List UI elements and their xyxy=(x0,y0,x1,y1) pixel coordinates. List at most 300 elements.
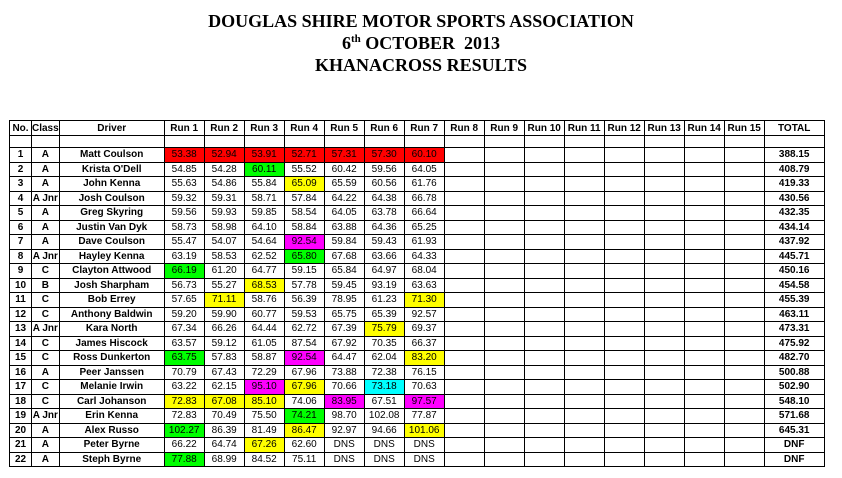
class-cell: C xyxy=(32,264,60,279)
column-header-run-3: Run 3 xyxy=(244,121,284,136)
run-4-cell: 74.06 xyxy=(284,394,324,409)
run-15-cell xyxy=(724,322,764,337)
run-4-cell: 62.60 xyxy=(284,438,324,453)
run-8-cell xyxy=(444,249,484,264)
run-8-cell xyxy=(444,409,484,424)
run-9-cell xyxy=(484,394,524,409)
run-13-cell xyxy=(644,452,684,467)
spacer-cell xyxy=(284,136,324,148)
run-5-cell: DNS xyxy=(324,438,364,453)
run-11-cell xyxy=(564,438,604,453)
total-time-cell: 548.10 xyxy=(764,394,824,409)
run-9-cell xyxy=(484,365,524,380)
run-6-cell: 64.97 xyxy=(364,264,404,279)
run-9-cell xyxy=(484,409,524,424)
table-row xyxy=(10,235,825,250)
run-15-cell xyxy=(724,351,764,366)
total-time-cell: DNF xyxy=(764,438,824,453)
run-11-cell xyxy=(564,249,604,264)
column-header-run-8: Run 8 xyxy=(444,121,484,136)
driver-name-cell: Clayton Attwood xyxy=(59,264,164,279)
run-1-cell: 66.22 xyxy=(164,438,204,453)
run-5-cell: 73.88 xyxy=(324,365,364,380)
driver-name-cell: Josh Coulson xyxy=(59,191,164,206)
run-3-cell: 54.64 xyxy=(244,235,284,250)
run-1-cell: 70.79 xyxy=(164,365,204,380)
driver-name-cell: Melanie Irwin xyxy=(59,380,164,395)
spacer-cell xyxy=(564,136,604,148)
run-1-cell: 59.32 xyxy=(164,191,204,206)
table-row xyxy=(10,322,825,337)
table-row xyxy=(10,148,825,163)
run-5-cell: 70.66 xyxy=(324,380,364,395)
run-14-cell xyxy=(684,148,724,163)
run-1-cell: 55.47 xyxy=(164,235,204,250)
run-7-cell: 70.63 xyxy=(404,380,444,395)
run-11-cell xyxy=(564,148,604,163)
run-13-cell xyxy=(644,278,684,293)
run-5-cell: 65.59 xyxy=(324,177,364,192)
table-row xyxy=(10,351,825,366)
run-9-cell xyxy=(484,206,524,221)
run-12-cell xyxy=(604,264,644,279)
column-header-run-1: Run 1 xyxy=(164,121,204,136)
run-5-cell: 64.47 xyxy=(324,351,364,366)
run-5-cell: 92.97 xyxy=(324,423,364,438)
run-11-cell xyxy=(564,423,604,438)
run-8-cell xyxy=(444,162,484,177)
driver-name-cell: Steph Byrne xyxy=(59,452,164,467)
class-cell: A xyxy=(32,220,60,235)
driver-name-cell: Bob Errey xyxy=(59,293,164,308)
event-date-day: 6 xyxy=(342,33,351,53)
run-11-cell xyxy=(564,162,604,177)
run-4-cell: 57.78 xyxy=(284,278,324,293)
total-time-cell: 475.92 xyxy=(764,336,824,351)
class-cell: A Jnr xyxy=(32,192,58,204)
class-cell: A xyxy=(32,452,60,467)
run-12-cell xyxy=(604,307,644,322)
run-13-cell xyxy=(644,322,684,337)
spacer-cell xyxy=(32,136,60,148)
table-row xyxy=(10,278,825,293)
run-13-cell xyxy=(644,235,684,250)
driver-name-cell: Krista O'Dell xyxy=(59,162,164,177)
run-7-cell: 66.78 xyxy=(404,191,444,206)
run-15-cell xyxy=(724,409,764,424)
run-6-cell: 73.18 xyxy=(364,380,404,395)
entry-number-cell: 7 xyxy=(10,235,32,250)
run-5-cell: 67.39 xyxy=(324,322,364,337)
run-2-cell: 59.90 xyxy=(204,307,244,322)
column-header-run-2: Run 2 xyxy=(204,121,244,136)
run-13-cell xyxy=(644,307,684,322)
spacer-row xyxy=(10,136,825,148)
class-cell: C xyxy=(32,380,60,395)
run-7-cell: 63.63 xyxy=(404,278,444,293)
run-7-cell: DNS xyxy=(404,452,444,467)
run-14-cell xyxy=(684,394,724,409)
run-3-cell: 95.10 xyxy=(244,380,284,395)
total-time-cell: 432.35 xyxy=(764,206,824,221)
run-10-cell xyxy=(524,423,564,438)
run-6-cell: 65.39 xyxy=(364,307,404,322)
run-7-cell: 68.04 xyxy=(404,264,444,279)
run-14-cell xyxy=(684,235,724,250)
event-date xyxy=(0,32,842,54)
run-5-cell: 83.95 xyxy=(324,394,364,409)
entry-number-cell: 3 xyxy=(10,177,32,192)
run-10-cell xyxy=(524,452,564,467)
run-7-cell: 101.06 xyxy=(404,423,444,438)
spacer-cell xyxy=(524,136,564,148)
run-6-cell: 64.36 xyxy=(364,220,404,235)
class-cell: A Jnr xyxy=(32,323,58,335)
run-10-cell xyxy=(524,235,564,250)
run-2-cell: 52.94 xyxy=(204,148,244,163)
run-13-cell xyxy=(644,264,684,279)
run-10-cell xyxy=(524,249,564,264)
run-8-cell xyxy=(444,191,484,206)
spacer-cell xyxy=(404,136,444,148)
run-6-cell: 102.08 xyxy=(364,409,404,424)
run-5-cell: 57.31 xyxy=(324,148,364,163)
run-4-cell: 92.54 xyxy=(284,235,324,250)
total-time-cell: 454.58 xyxy=(764,278,824,293)
run-9-cell xyxy=(484,351,524,366)
run-10-cell xyxy=(524,220,564,235)
column-header-class: Class xyxy=(32,122,59,134)
run-11-cell xyxy=(564,177,604,192)
run-4-cell: 67.96 xyxy=(284,365,324,380)
run-12-cell xyxy=(604,351,644,366)
run-5-cell: DNS xyxy=(324,452,364,467)
run-1-cell: 58.73 xyxy=(164,220,204,235)
run-9-cell xyxy=(484,191,524,206)
run-7-cell: 92.57 xyxy=(404,307,444,322)
run-13-cell xyxy=(644,394,684,409)
run-10-cell xyxy=(524,438,564,453)
run-11-cell xyxy=(564,322,604,337)
driver-name-cell: Matt Coulson xyxy=(59,148,164,163)
run-3-cell: 68.53 xyxy=(244,278,284,293)
run-14-cell xyxy=(684,177,724,192)
run-15-cell xyxy=(724,148,764,163)
spacer-cell xyxy=(724,136,764,148)
run-8-cell xyxy=(444,423,484,438)
run-4-cell: 59.15 xyxy=(284,264,324,279)
run-15-cell xyxy=(724,235,764,250)
run-3-cell: 64.44 xyxy=(244,322,284,337)
run-15-cell xyxy=(724,293,764,308)
driver-name-cell: Hayley Kenna xyxy=(59,249,164,264)
run-1-cell: 63.22 xyxy=(164,380,204,395)
run-1-cell: 102.27 xyxy=(164,423,204,438)
run-2-cell: 86.39 xyxy=(204,423,244,438)
run-8-cell xyxy=(444,394,484,409)
run-8-cell xyxy=(444,452,484,467)
run-14-cell xyxy=(684,380,724,395)
run-11-cell xyxy=(564,409,604,424)
class-cell: C xyxy=(32,336,60,351)
spacer-cell xyxy=(59,136,164,148)
run-5-cell: 65.84 xyxy=(324,264,364,279)
run-11-cell xyxy=(564,264,604,279)
run-10-cell xyxy=(524,307,564,322)
run-9-cell xyxy=(484,423,524,438)
run-1-cell: 66.19 xyxy=(164,264,204,279)
run-5-cell: 65.75 xyxy=(324,307,364,322)
run-14-cell xyxy=(684,191,724,206)
run-4-cell: 62.72 xyxy=(284,322,324,337)
driver-name-cell: Alex Russo xyxy=(59,423,164,438)
entry-number-cell: 20 xyxy=(10,423,32,438)
header-row xyxy=(10,121,825,136)
table-row xyxy=(10,162,825,177)
run-2-cell: 54.28 xyxy=(204,162,244,177)
run-8-cell xyxy=(444,380,484,395)
column-header-driver: Driver xyxy=(59,121,164,136)
run-6-cell: 94.66 xyxy=(364,423,404,438)
run-15-cell xyxy=(724,336,764,351)
run-7-cell: 83.20 xyxy=(404,351,444,366)
run-9-cell xyxy=(484,438,524,453)
run-5-cell: 64.05 xyxy=(324,206,364,221)
run-3-cell: 64.77 xyxy=(244,264,284,279)
run-3-cell: 62.52 xyxy=(244,249,284,264)
class-cell: A xyxy=(32,365,60,380)
run-9-cell xyxy=(484,162,524,177)
table-row xyxy=(10,307,825,322)
run-10-cell xyxy=(524,336,564,351)
run-13-cell xyxy=(644,249,684,264)
run-5-cell: 60.42 xyxy=(324,162,364,177)
run-10-cell xyxy=(524,191,564,206)
total-time-cell: 645.31 xyxy=(764,423,824,438)
run-8-cell xyxy=(444,177,484,192)
run-2-cell: 67.43 xyxy=(204,365,244,380)
run-2-cell: 61.20 xyxy=(204,264,244,279)
run-4-cell: 58.54 xyxy=(284,206,324,221)
run-10-cell xyxy=(524,148,564,163)
run-8-cell xyxy=(444,307,484,322)
run-2-cell: 62.15 xyxy=(204,380,244,395)
run-4-cell: 56.39 xyxy=(284,293,324,308)
run-2-cell: 64.74 xyxy=(204,438,244,453)
run-9-cell xyxy=(484,307,524,322)
run-12-cell xyxy=(604,148,644,163)
run-2-cell: 71.11 xyxy=(204,293,244,308)
run-6-cell: 72.38 xyxy=(364,365,404,380)
run-6-cell: 59.56 xyxy=(364,162,404,177)
results-table xyxy=(9,120,825,467)
run-10-cell xyxy=(524,162,564,177)
run-12-cell xyxy=(604,322,644,337)
run-2-cell: 57.83 xyxy=(204,351,244,366)
run-2-cell: 59.93 xyxy=(204,206,244,221)
total-time-cell: 408.79 xyxy=(764,162,824,177)
total-time-cell: DNF xyxy=(764,452,824,467)
run-10-cell xyxy=(524,264,564,279)
spacer-cell xyxy=(164,136,204,148)
column-header-no: No. xyxy=(10,121,32,136)
run-3-cell: 61.05 xyxy=(244,336,284,351)
run-13-cell xyxy=(644,177,684,192)
run-14-cell xyxy=(684,264,724,279)
run-2-cell: 59.12 xyxy=(204,336,244,351)
run-9-cell xyxy=(484,322,524,337)
entry-number-cell: 17 xyxy=(10,380,32,395)
run-11-cell xyxy=(564,351,604,366)
run-14-cell xyxy=(684,409,724,424)
entry-number-cell: 5 xyxy=(10,206,32,221)
driver-name-cell: John Kenna xyxy=(59,177,164,192)
run-1-cell: 72.83 xyxy=(164,409,204,424)
total-time-cell: 419.33 xyxy=(764,177,824,192)
run-3-cell: 60.77 xyxy=(244,307,284,322)
run-11-cell xyxy=(564,191,604,206)
run-5-cell: 64.22 xyxy=(324,191,364,206)
run-6-cell: 62.04 xyxy=(364,351,404,366)
run-2-cell: 54.86 xyxy=(204,177,244,192)
run-11-cell xyxy=(564,336,604,351)
run-10-cell xyxy=(524,206,564,221)
run-5-cell: 78.95 xyxy=(324,293,364,308)
run-14-cell xyxy=(684,322,724,337)
run-1-cell: 63.75 xyxy=(164,351,204,366)
run-3-cell: 59.85 xyxy=(244,206,284,221)
run-12-cell xyxy=(604,206,644,221)
run-13-cell xyxy=(644,380,684,395)
run-12-cell xyxy=(604,336,644,351)
column-header-run-15: Run 15 xyxy=(724,121,764,136)
run-9-cell xyxy=(484,220,524,235)
total-time-cell: 473.31 xyxy=(764,322,824,337)
run-14-cell xyxy=(684,278,724,293)
run-14-cell xyxy=(684,220,724,235)
run-1-cell: 57.65 xyxy=(164,293,204,308)
run-7-cell: 61.93 xyxy=(404,235,444,250)
class-cell: C xyxy=(32,394,60,409)
total-time-cell: 455.39 xyxy=(764,293,824,308)
table-row xyxy=(10,220,825,235)
table-row xyxy=(10,452,825,467)
entry-number-cell: 10 xyxy=(10,278,32,293)
run-12-cell xyxy=(604,423,644,438)
run-10-cell xyxy=(524,278,564,293)
run-13-cell xyxy=(644,191,684,206)
run-14-cell xyxy=(684,351,724,366)
run-4-cell: 87.54 xyxy=(284,336,324,351)
run-10-cell xyxy=(524,177,564,192)
entry-number-cell: 19 xyxy=(10,409,32,424)
run-2-cell: 54.07 xyxy=(204,235,244,250)
run-7-cell: 64.33 xyxy=(404,249,444,264)
run-5-cell: 67.92 xyxy=(324,336,364,351)
run-15-cell xyxy=(724,452,764,467)
table-row xyxy=(10,365,825,380)
run-3-cell: 58.76 xyxy=(244,293,284,308)
spacer-cell xyxy=(364,136,404,148)
entry-number-cell: 11 xyxy=(10,293,32,308)
run-11-cell xyxy=(564,235,604,250)
run-4-cell: 65.80 xyxy=(284,249,324,264)
run-3-cell: 53.91 xyxy=(244,148,284,163)
run-3-cell: 85.10 xyxy=(244,394,284,409)
run-13-cell xyxy=(644,206,684,221)
run-9-cell xyxy=(484,293,524,308)
run-11-cell xyxy=(564,452,604,467)
driver-name-cell: Justin Van Dyk xyxy=(59,220,164,235)
run-4-cell: 58.84 xyxy=(284,220,324,235)
run-4-cell: 74.21 xyxy=(284,409,324,424)
run-1-cell: 54.85 xyxy=(164,162,204,177)
run-15-cell xyxy=(724,365,764,380)
spacer-cell xyxy=(644,136,684,148)
driver-name-cell: Erin Kenna xyxy=(59,409,164,424)
column-header-run-9: Run 9 xyxy=(484,121,524,136)
run-11-cell xyxy=(564,380,604,395)
entry-number-cell: 21 xyxy=(10,438,32,453)
spacer-cell xyxy=(204,136,244,148)
column-header-run-12: Run 12 xyxy=(604,121,644,136)
run-12-cell xyxy=(604,162,644,177)
spacer-cell xyxy=(604,136,644,148)
run-4-cell: 59.53 xyxy=(284,307,324,322)
run-12-cell xyxy=(604,293,644,308)
run-3-cell: 67.26 xyxy=(244,438,284,453)
run-14-cell xyxy=(684,307,724,322)
run-8-cell xyxy=(444,293,484,308)
run-13-cell xyxy=(644,293,684,308)
run-9-cell xyxy=(484,177,524,192)
run-15-cell xyxy=(724,220,764,235)
run-14-cell xyxy=(684,293,724,308)
run-11-cell xyxy=(564,307,604,322)
run-10-cell xyxy=(524,409,564,424)
run-14-cell xyxy=(684,336,724,351)
run-12-cell xyxy=(604,438,644,453)
run-1-cell: 67.34 xyxy=(164,322,204,337)
table-row xyxy=(10,249,825,264)
run-15-cell xyxy=(724,423,764,438)
run-11-cell xyxy=(564,293,604,308)
run-9-cell xyxy=(484,148,524,163)
total-time-cell: 437.92 xyxy=(764,235,824,250)
run-8-cell xyxy=(444,351,484,366)
run-13-cell xyxy=(644,336,684,351)
run-14-cell xyxy=(684,249,724,264)
class-cell: A Jnr xyxy=(32,410,58,422)
entry-number-cell: 6 xyxy=(10,220,32,235)
column-header-run-4: Run 4 xyxy=(284,121,324,136)
column-header-run-10: Run 10 xyxy=(524,121,564,136)
run-6-cell: 63.66 xyxy=(364,249,404,264)
run-1-cell: 59.56 xyxy=(164,206,204,221)
run-7-cell: 69.37 xyxy=(404,322,444,337)
spacer-cell xyxy=(684,136,724,148)
driver-name-cell: Josh Sharpham xyxy=(59,278,164,293)
run-3-cell: 60.11 xyxy=(244,162,284,177)
run-3-cell: 81.49 xyxy=(244,423,284,438)
run-14-cell xyxy=(684,452,724,467)
total-time-cell: 502.90 xyxy=(764,380,824,395)
run-1-cell: 59.20 xyxy=(164,307,204,322)
run-13-cell xyxy=(644,162,684,177)
class-cell: A xyxy=(32,438,60,453)
table-row xyxy=(10,409,825,424)
run-2-cell: 58.53 xyxy=(204,249,244,264)
